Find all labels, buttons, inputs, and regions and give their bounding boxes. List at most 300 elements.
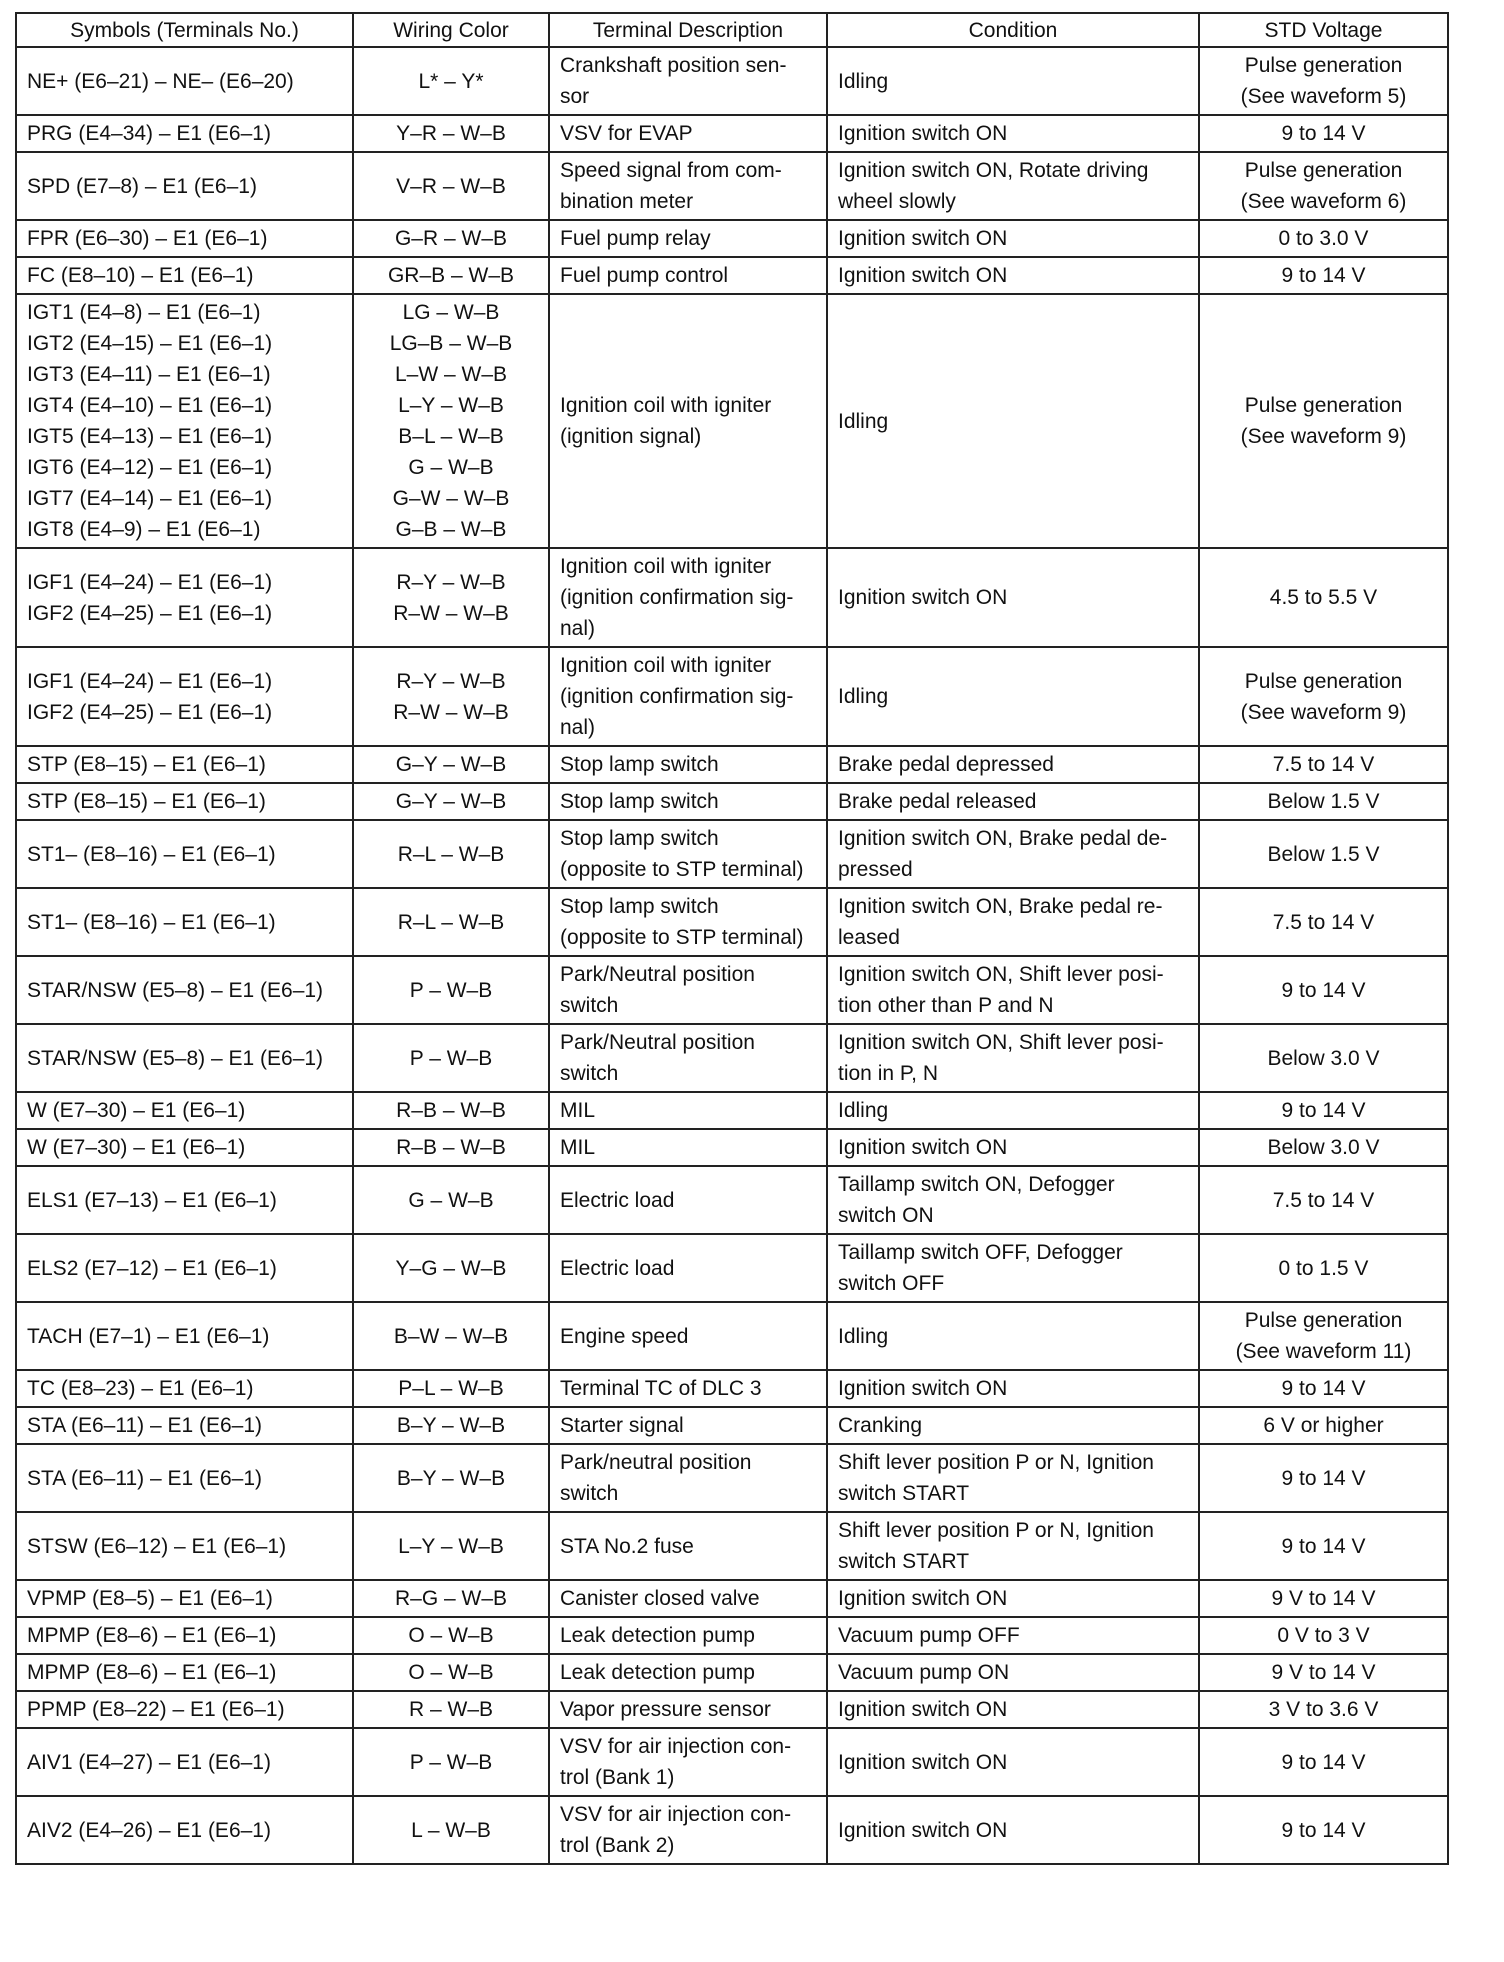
cell-line: switch	[560, 1482, 619, 1505]
cell-line: SPD (E7–8) – E1 (E6–1)	[27, 174, 257, 198]
cell-line: 9 V to 14 V	[1271, 1587, 1376, 1610]
cell-line: TACH (E7–1) – E1 (E6–1)	[27, 1324, 270, 1348]
cell-symbols	[16, 548, 353, 647]
cell-line: Ignition switch ON	[838, 1377, 1008, 1400]
cell-terminal-description	[549, 1796, 827, 1864]
cell-wiring-color	[353, 1654, 549, 1691]
table-row	[16, 746, 1448, 783]
table-row	[16, 1796, 1448, 1864]
cell-line: W (E7–30) – E1 (E6–1)	[27, 1099, 246, 1122]
cell-line: Idling	[838, 1099, 889, 1122]
cell-condition	[827, 294, 1199, 548]
cell-condition	[827, 152, 1199, 220]
table-row	[16, 647, 1448, 746]
cell-line: (See waveform 9)	[1240, 700, 1407, 724]
cell-line: MIL	[560, 1136, 596, 1159]
cell-terminal-description	[549, 1691, 827, 1728]
cell-line: Ignition switch ON	[838, 586, 1008, 609]
cell-wiring-color	[353, 1234, 549, 1302]
cell-wiring-color	[353, 1728, 549, 1796]
cell-wiring-color	[353, 1129, 549, 1166]
cell-condition	[827, 1691, 1199, 1728]
cell-line: Pulse generation	[1244, 1309, 1403, 1332]
cell-terminal-description	[549, 1129, 827, 1166]
cell-std-voltage	[1199, 1444, 1448, 1512]
cell-condition	[827, 1370, 1199, 1407]
cell-line: Brake pedal depressed	[838, 753, 1054, 776]
cell-line: V–R – W–B	[396, 174, 506, 198]
cell-line: Electric load	[560, 1256, 675, 1280]
cell-line: R – W–B	[408, 1698, 494, 1721]
cell-terminal-description	[549, 746, 827, 783]
cell-line: Ignition switch ON	[838, 122, 1008, 145]
cell-line: VSV for air injection con-	[560, 1803, 792, 1826]
table-row	[16, 1407, 1448, 1444]
cell-symbols	[16, 746, 353, 783]
cell-line: Engine speed	[560, 1324, 689, 1348]
cell-terminal-description	[549, 783, 827, 820]
cell-wiring-color	[353, 1407, 549, 1444]
cell-terminal-description	[549, 820, 827, 888]
cell-condition	[827, 820, 1199, 888]
cell-line: Leak detection pump	[560, 1624, 755, 1647]
cell-line: Pulse generation	[1244, 669, 1403, 693]
cell-line: Pulse generation	[1244, 54, 1403, 77]
cell-line: L* – Y*	[418, 69, 484, 93]
cell-condition	[827, 1234, 1199, 1302]
cell-terminal-description	[549, 1512, 827, 1580]
cell-line: VSV for EVAP	[560, 122, 693, 145]
cell-terminal-description	[549, 1166, 827, 1234]
cell-line: IGT6 (E4–12) – E1 (E6–1)	[27, 456, 273, 479]
cell-line: 0 to 3.0 V	[1278, 227, 1369, 250]
cell-wiring-color	[353, 294, 549, 548]
cell-line: STA (E6–11) – E1 (E6–1)	[27, 1466, 263, 1490]
cell-std-voltage	[1199, 1691, 1448, 1728]
cell-condition	[827, 1444, 1199, 1512]
cell-line: switch	[560, 994, 619, 1017]
cell-line: Idling	[838, 685, 889, 708]
cell-std-voltage	[1199, 1166, 1448, 1234]
cell-line: G – W–B	[408, 456, 494, 479]
table-body	[16, 47, 1448, 1864]
cell-terminal-description	[549, 152, 827, 220]
header-symbols: Symbols (Terminals No.)	[16, 13, 353, 47]
cell-line: nal)	[560, 716, 596, 739]
cell-line: L – W–B	[411, 1818, 491, 1842]
cell-line: ST1– (E8–16) – E1 (E6–1)	[27, 910, 276, 934]
cell-line: G – W–B	[408, 1188, 494, 1212]
cell-line: 7.5 to 14 V	[1272, 753, 1375, 776]
cell-line: FPR (E6–30) – E1 (E6–1)	[27, 227, 268, 250]
cell-terminal-description	[549, 294, 827, 548]
cell-line: 9 to 14 V	[1281, 978, 1366, 1002]
cell-line: P – W–B	[409, 1750, 493, 1774]
cell-line: Vacuum pump ON	[838, 1661, 1010, 1684]
cell-line: 0 to 1.5 V	[1278, 1256, 1369, 1280]
cell-line: tion other than P and N	[838, 994, 1054, 1017]
table-row	[16, 1166, 1448, 1234]
cell-symbols	[16, 1234, 353, 1302]
cell-wiring-color	[353, 1512, 549, 1580]
cell-wiring-color	[353, 647, 549, 746]
cell-terminal-description	[549, 548, 827, 647]
cell-std-voltage	[1199, 746, 1448, 783]
table-row	[16, 294, 1448, 548]
cell-line: Stop lamp switch	[560, 827, 719, 850]
cell-std-voltage	[1199, 956, 1448, 1024]
header-terminal-description: Terminal Description	[549, 13, 827, 47]
cell-symbols	[16, 47, 353, 115]
table-row	[16, 115, 1448, 152]
cell-terminal-description	[549, 220, 827, 257]
cell-terminal-description	[549, 115, 827, 152]
cell-symbols	[16, 956, 353, 1024]
cell-condition	[827, 257, 1199, 294]
table-row	[16, 1234, 1448, 1302]
cell-line: Below 1.5 V	[1267, 790, 1380, 813]
cell-condition	[827, 956, 1199, 1024]
cell-line: STP (E8–15) – E1 (E6–1)	[27, 753, 266, 776]
table-row	[16, 1617, 1448, 1654]
cell-symbols	[16, 152, 353, 220]
table-row	[16, 47, 1448, 115]
table-row	[16, 1370, 1448, 1407]
cell-line: 9 to 14 V	[1281, 1750, 1366, 1774]
cell-line: IGF1 (E4–24) – E1 (E6–1)	[27, 669, 273, 693]
cell-std-voltage	[1199, 888, 1448, 956]
cell-terminal-description	[549, 1234, 827, 1302]
cell-line: R–G – W–B	[394, 1587, 508, 1610]
cell-line: Ignition coil with igniter	[560, 654, 772, 677]
cell-line: Ignition switch ON, Rotate driving	[838, 159, 1149, 182]
cell-line: P – W–B	[409, 978, 493, 1002]
header-condition: Condition	[827, 13, 1199, 47]
table-row	[16, 1654, 1448, 1691]
cell-line: Y–R – W–B	[396, 122, 506, 145]
cell-condition	[827, 1580, 1199, 1617]
cell-terminal-description	[549, 647, 827, 746]
cell-std-voltage	[1199, 1580, 1448, 1617]
cell-line: 0 V to 3 V	[1277, 1624, 1370, 1647]
cell-std-voltage	[1199, 820, 1448, 888]
cell-line: Ignition switch ON, Brake pedal de-	[838, 827, 1168, 850]
cell-line: Ignition switch ON	[838, 1750, 1008, 1774]
cell-line: IGF2 (E4–25) – E1 (E6–1)	[27, 601, 273, 625]
cell-symbols	[16, 1129, 353, 1166]
cell-wiring-color	[353, 1092, 549, 1129]
cell-line: STAR/NSW (E5–8) – E1 (E6–1)	[27, 978, 324, 1002]
cell-std-voltage	[1199, 548, 1448, 647]
cell-line: (opposite to STP terminal)	[560, 858, 804, 881]
cell-symbols	[16, 647, 353, 746]
cell-symbols	[16, 220, 353, 257]
table-row	[16, 548, 1448, 647]
cell-line: Below 3.0 V	[1267, 1046, 1380, 1070]
cell-line: Idling	[838, 409, 889, 433]
table-row	[16, 1129, 1448, 1166]
cell-wiring-color	[353, 1796, 549, 1864]
cell-line: Crankshaft position sen-	[560, 54, 787, 77]
cell-condition	[827, 1092, 1199, 1129]
cell-line: Stop lamp switch	[560, 895, 719, 918]
cell-wiring-color	[353, 820, 549, 888]
cell-wiring-color	[353, 257, 549, 294]
cell-std-voltage	[1199, 1092, 1448, 1129]
table-row	[16, 1580, 1448, 1617]
cell-line: 9 to 14 V	[1281, 1099, 1366, 1122]
cell-line: IGT4 (E4–10) – E1 (E6–1)	[27, 394, 273, 417]
cell-line: pressed	[838, 858, 913, 881]
cell-line: B–Y – W–B	[396, 1466, 506, 1490]
cell-line: (ignition confirmation sig-	[560, 685, 794, 708]
cell-wiring-color	[353, 888, 549, 956]
cell-line: Vapor pressure sensor	[560, 1698, 771, 1721]
cell-line: STA (E6–11) – E1 (E6–1)	[27, 1414, 263, 1437]
cell-std-voltage	[1199, 647, 1448, 746]
cell-terminal-description	[549, 1407, 827, 1444]
cell-line: switch ON	[838, 1204, 934, 1227]
cell-std-voltage	[1199, 1024, 1448, 1092]
cell-line: MPMP (E8–6) – E1 (E6–1)	[27, 1624, 277, 1647]
table-row	[16, 1092, 1448, 1129]
cell-line: W (E7–30) – E1 (E6–1)	[27, 1136, 246, 1159]
cell-line: LG – W–B	[402, 301, 500, 324]
cell-wiring-color	[353, 1302, 549, 1370]
cell-line: Below 3.0 V	[1267, 1136, 1380, 1159]
cell-std-voltage	[1199, 1234, 1448, 1302]
cell-std-voltage	[1199, 220, 1448, 257]
cell-line: IGT8 (E4–9) – E1 (E6–1)	[27, 518, 261, 541]
cell-symbols	[16, 1166, 353, 1234]
cell-line: (See waveform 6)	[1240, 190, 1407, 213]
cell-line: Pulse generation	[1244, 394, 1403, 417]
table-row	[16, 783, 1448, 820]
cell-line: Stop lamp switch	[560, 753, 719, 776]
cell-line: 9 to 14 V	[1281, 1377, 1366, 1400]
cell-symbols	[16, 294, 353, 548]
cell-terminal-description	[549, 1654, 827, 1691]
cell-line: (ignition confirmation sig-	[560, 586, 794, 609]
cell-line: switch START	[838, 1482, 970, 1505]
cell-terminal-description	[549, 1728, 827, 1796]
cell-std-voltage	[1199, 1302, 1448, 1370]
cell-line: IGT2 (E4–15) – E1 (E6–1)	[27, 332, 273, 355]
cell-line: LG–B – W–B	[389, 332, 513, 355]
cell-line: R–W – W–B	[393, 700, 509, 724]
cell-std-voltage	[1199, 257, 1448, 294]
cell-line: switch OFF	[838, 1272, 945, 1295]
cell-condition	[827, 1129, 1199, 1166]
cell-line: Pulse generation	[1244, 159, 1403, 182]
cell-line: Below 1.5 V	[1267, 842, 1380, 866]
cell-line: tion in P, N	[838, 1062, 939, 1085]
cell-wiring-color	[353, 956, 549, 1024]
cell-terminal-description	[549, 1024, 827, 1092]
header-wiring-color: Wiring Color	[353, 13, 549, 47]
cell-symbols	[16, 257, 353, 294]
cell-condition	[827, 1728, 1199, 1796]
cell-condition	[827, 1617, 1199, 1654]
cell-line: Ignition switch ON	[838, 227, 1008, 250]
table-row	[16, 1444, 1448, 1512]
cell-line: 9 to 14 V	[1281, 1534, 1366, 1558]
cell-std-voltage	[1199, 1370, 1448, 1407]
cell-std-voltage	[1199, 1654, 1448, 1691]
cell-line: IGT1 (E4–8) – E1 (E6–1)	[27, 301, 261, 324]
cell-line: Starter signal	[560, 1414, 684, 1437]
cell-condition	[827, 220, 1199, 257]
terminal-voltage-table	[15, 12, 1449, 1865]
cell-line: Vacuum pump OFF	[838, 1624, 1020, 1647]
table-row	[16, 152, 1448, 220]
cell-line: 9 V to 14 V	[1271, 1661, 1376, 1684]
cell-terminal-description	[549, 47, 827, 115]
cell-line: 9 to 14 V	[1281, 1818, 1366, 1842]
cell-line: bination meter	[560, 190, 694, 213]
cell-line: O – W–B	[408, 1624, 494, 1647]
cell-line: Speed signal from com-	[560, 159, 782, 182]
cell-line: AIV2 (E4–26) – E1 (E6–1)	[27, 1818, 271, 1842]
cell-condition	[827, 1796, 1199, 1864]
cell-line: B–W – W–B	[393, 1324, 509, 1348]
cell-line: STSW (E6–12) – E1 (E6–1)	[27, 1534, 287, 1558]
cell-line: Brake pedal released	[838, 790, 1037, 813]
cell-wiring-color	[353, 1617, 549, 1654]
cell-std-voltage	[1199, 1796, 1448, 1864]
cell-symbols	[16, 1580, 353, 1617]
cell-line: R–B – W–B	[396, 1136, 506, 1159]
cell-wiring-color	[353, 783, 549, 820]
cell-line: (opposite to STP terminal)	[560, 926, 804, 949]
table-row	[16, 888, 1448, 956]
cell-line: Shift lever position P or N, Ignition	[838, 1519, 1154, 1542]
cell-line: G–B – W–B	[395, 518, 507, 541]
table-row	[16, 820, 1448, 888]
cell-line: IGF2 (E4–25) – E1 (E6–1)	[27, 700, 273, 724]
cell-line: switch START	[838, 1550, 970, 1573]
cell-line: L–Y – W–B	[398, 1534, 504, 1558]
table-row	[16, 220, 1448, 257]
cell-line: Ignition switch ON, Shift lever posi-	[838, 1031, 1164, 1054]
cell-line: R–L – W–B	[397, 910, 505, 934]
cell-terminal-description	[549, 1580, 827, 1617]
cell-symbols	[16, 1370, 353, 1407]
cell-line: G–R – W–B	[394, 227, 508, 250]
cell-condition	[827, 746, 1199, 783]
cell-line: 7.5 to 14 V	[1272, 910, 1375, 934]
cell-symbols	[16, 1654, 353, 1691]
cell-symbols	[16, 783, 353, 820]
cell-terminal-description	[549, 1092, 827, 1129]
cell-line: switch	[560, 1062, 619, 1085]
cell-line: R–B – W–B	[396, 1099, 506, 1122]
cell-line: 4.5 to 5.5 V	[1269, 586, 1378, 609]
cell-line: Cranking	[838, 1414, 923, 1437]
cell-condition	[827, 47, 1199, 115]
cell-symbols	[16, 115, 353, 152]
cell-line: STA No.2 fuse	[560, 1534, 694, 1558]
table-row	[16, 1728, 1448, 1796]
cell-wiring-color	[353, 152, 549, 220]
cell-line: VSV for air injection con-	[560, 1735, 792, 1758]
cell-symbols	[16, 820, 353, 888]
cell-line: wheel slowly	[838, 190, 956, 213]
cell-line: VPMP (E8–5) – E1 (E6–1)	[27, 1587, 273, 1610]
cell-terminal-description	[549, 1370, 827, 1407]
cell-std-voltage	[1199, 783, 1448, 820]
cell-terminal-description	[549, 888, 827, 956]
cell-std-voltage	[1199, 115, 1448, 152]
cell-condition	[827, 548, 1199, 647]
cell-line: trol (Bank 1)	[560, 1766, 675, 1789]
cell-line: TC (E8–23) – E1 (E6–1)	[27, 1377, 254, 1400]
cell-std-voltage	[1199, 1617, 1448, 1654]
cell-condition	[827, 888, 1199, 956]
cell-symbols	[16, 1024, 353, 1092]
table-row	[16, 1512, 1448, 1580]
table-row	[16, 1024, 1448, 1092]
cell-line: PRG (E4–34) – E1 (E6–1)	[27, 122, 271, 145]
cell-condition	[827, 783, 1199, 820]
header-std-voltage: STD Voltage	[1199, 13, 1448, 47]
cell-line: B–Y – W–B	[396, 1414, 506, 1437]
cell-std-voltage	[1199, 294, 1448, 548]
cell-condition	[827, 1407, 1199, 1444]
cell-terminal-description	[549, 1617, 827, 1654]
cell-line: (ignition signal)	[560, 425, 702, 448]
cell-wiring-color	[353, 548, 549, 647]
cell-condition	[827, 1166, 1199, 1234]
cell-line: MPMP (E8–6) – E1 (E6–1)	[27, 1661, 277, 1684]
cell-line: Ignition switch ON	[838, 264, 1008, 287]
cell-line: O – W–B	[408, 1661, 494, 1684]
cell-std-voltage	[1199, 1728, 1448, 1796]
cell-line: (See waveform 11)	[1235, 1340, 1412, 1363]
cell-line: Canister closed valve	[560, 1587, 760, 1610]
cell-std-voltage	[1199, 1129, 1448, 1166]
cell-line: P – W–B	[409, 1046, 493, 1070]
cell-line: STAR/NSW (E5–8) – E1 (E6–1)	[27, 1046, 324, 1070]
cell-line: IGT7 (E4–14) – E1 (E6–1)	[27, 487, 273, 510]
cell-line: Ignition switch ON, Shift lever posi-	[838, 963, 1164, 986]
cell-line: nal)	[560, 617, 596, 640]
cell-line: leased	[838, 926, 900, 949]
cell-line: R–Y – W–B	[396, 570, 506, 594]
cell-condition	[827, 115, 1199, 152]
cell-line: trol (Bank 2)	[560, 1834, 675, 1857]
cell-line: Ignition switch ON	[838, 1698, 1008, 1721]
cell-line: (See waveform 9)	[1240, 425, 1407, 448]
cell-line: L–W – W–B	[394, 363, 508, 386]
cell-wiring-color	[353, 1691, 549, 1728]
cell-wiring-color	[353, 1370, 549, 1407]
cell-wiring-color	[353, 115, 549, 152]
cell-line: Park/neutral position	[560, 1451, 752, 1474]
cell-wiring-color	[353, 1444, 549, 1512]
cell-terminal-description	[549, 1444, 827, 1512]
cell-line: ELS1 (E7–13) – E1 (E6–1)	[27, 1188, 277, 1212]
cell-line: Ignition coil with igniter	[560, 555, 772, 578]
cell-line: Ignition switch ON	[838, 1136, 1008, 1159]
cell-line: G–Y – W–B	[395, 753, 507, 776]
cell-line: 7.5 to 14 V	[1272, 1188, 1375, 1212]
cell-line: AIV1 (E4–27) – E1 (E6–1)	[27, 1750, 271, 1774]
cell-line: GR–B – W–B	[387, 264, 515, 287]
cell-line: B–L – W–B	[398, 425, 504, 448]
table-row	[16, 1302, 1448, 1370]
cell-std-voltage	[1199, 1512, 1448, 1580]
